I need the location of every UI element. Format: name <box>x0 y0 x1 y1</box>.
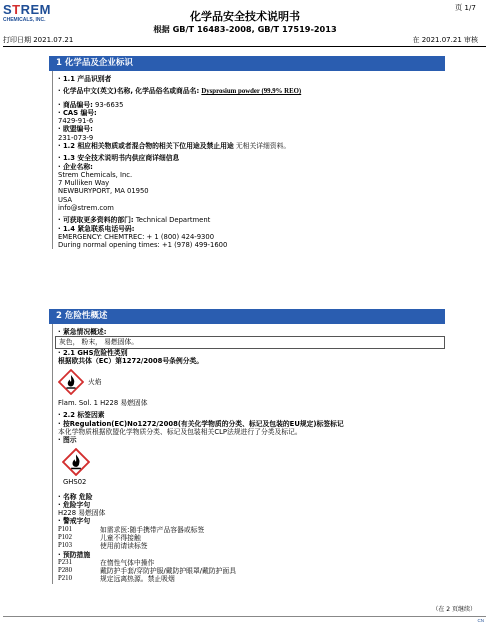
address-line: NEWBURYPORT, MA 01950 <box>58 187 149 196</box>
document-title: 化学品安全技术说明书 <box>190 10 300 23</box>
review-date: 在 2021.07.21 审核 <box>412 36 478 44</box>
print-date: 打印日期 2021.07.21 <box>3 36 74 44</box>
uses-label: · 1.2 相应相关物质或者混合物的相关下位用途及禁止用途 <box>58 141 234 150</box>
flame-pictogram-icon <box>62 448 90 476</box>
address-line: USA <box>58 195 73 204</box>
precaution-row: P231 在惰性气体中操作 <box>58 558 155 567</box>
emergency-line: During normal opening times: +1 (978) 499-1600 <box>58 241 228 250</box>
ghs-regulation-text: 根据欧共体（EC）第1272/2008号条例分类。 <box>58 356 204 365</box>
regulation-text: 本化学物质根据欧盟化学物质分类、标记及包装相关CLP法规进行了分类及标记。 <box>58 427 302 436</box>
cas-value: 7429-91-6 <box>58 117 94 126</box>
pictograms-label: · 图示 <box>58 436 77 445</box>
supplier-email[interactable]: info@strem.com <box>58 203 114 212</box>
section-2 <box>49 309 445 584</box>
uses-value: 无相关详细资料。 <box>235 141 291 150</box>
item-number-value: 93-6635 <box>95 100 124 109</box>
product-identifier-label: · 1.1 产品识别者 <box>58 75 112 83</box>
cas-label: · CAS 编号: <box>58 108 97 117</box>
pictogram-row <box>58 368 445 396</box>
section-1-heading: 1 化学品及企业标识 <box>49 56 445 71</box>
emergency-label: · 1.4 紧急联系电话号码: <box>58 224 135 233</box>
item-number-label: · 商品编号: <box>58 100 93 109</box>
precaution-row: P280 戴防护手套/穿防护服/戴防护眼罩/戴防护面具 <box>58 567 237 576</box>
precaution-row: P103 使用前请读标签 <box>58 542 148 551</box>
section-2-heading: 2 危险性概述 <box>49 309 445 324</box>
header-divider <box>3 46 486 47</box>
footer-code: CN <box>477 618 484 623</box>
manufacturer-label: · 企业名称: <box>58 162 93 171</box>
hazard-statement: H228 易燃固体 <box>58 509 106 518</box>
ec-number-label: · 欧盟编号: <box>58 125 93 134</box>
address-line: 7 Mulliken Way <box>58 179 110 188</box>
emergency-line: EMERGENCY: CHEMTREC: + 1 (800) 424-9300 <box>58 232 215 241</box>
info-department-value: Technical Department <box>135 216 211 225</box>
section-2-body <box>52 324 445 584</box>
section-1 <box>49 56 445 249</box>
label-elements-label: · 2.2 标签因素 <box>58 411 105 420</box>
address-line: Strem Chemicals, Inc. <box>58 170 133 179</box>
ghs02-pictogram-wrap <box>62 448 445 479</box>
precaution-row: P101 如需求医:随手携带产品容器或标签 <box>58 525 205 534</box>
emergency-overview-value: 灰色， 粉末， 易燃固体。 <box>55 336 445 348</box>
ghs-code: GHS02 <box>63 478 87 487</box>
continued-note: （在 2 页继续） <box>432 606 476 613</box>
product-name-value: Dysprosium powder (99.9% REO) <box>201 88 302 96</box>
supplier-label: · 1.3 安全技术说明书内供应商详细信息 <box>58 154 180 163</box>
ec-number-value: 231-073-9 <box>58 133 94 142</box>
precautionary-label: · 警戒字句 <box>58 517 91 526</box>
footer-divider <box>3 616 486 617</box>
page-number: 页 1/7 <box>454 3 476 12</box>
product-name-label: · 化学品中文(英文)名称, 化学品俗名或商品名: <box>58 87 200 96</box>
info-department-label: · 可获取更多资料的部门: <box>58 216 134 225</box>
section-1-body <box>52 71 445 249</box>
emergency-overview-label: · 紧急情况概述: <box>58 328 107 336</box>
hazard-classification: Flam. Sol. 1 H228 易燃固体 <box>58 399 148 408</box>
document-standards: 根据 GB/T 16483-2008, GB/T 17519-2013 <box>153 24 337 34</box>
hazard-statements-label: · 危险字句 <box>58 500 91 509</box>
signal-word: · 名称 危险 <box>58 492 93 501</box>
precaution-row: P102 儿童不得接触 <box>58 534 141 542</box>
flame-pictogram-icon <box>58 369 84 395</box>
precaution-row: P210 规定远离热源。禁止吸烟 <box>58 575 175 584</box>
ghs-classification-label: · 2.1 GHS危险性类别 <box>58 348 128 357</box>
logo-mark: STREM <box>3 2 52 17</box>
regulation-label: · 按Regulation(EC)No1272/2008(有关化学物质的分类、标记及包装的EU规定)标签标记 <box>58 419 344 428</box>
pictogram-caption: 火焰 <box>88 377 102 386</box>
logo-subtitle: CHEMICALS, INC. <box>3 17 46 23</box>
prevention-label: · 预防措施 <box>58 550 91 559</box>
